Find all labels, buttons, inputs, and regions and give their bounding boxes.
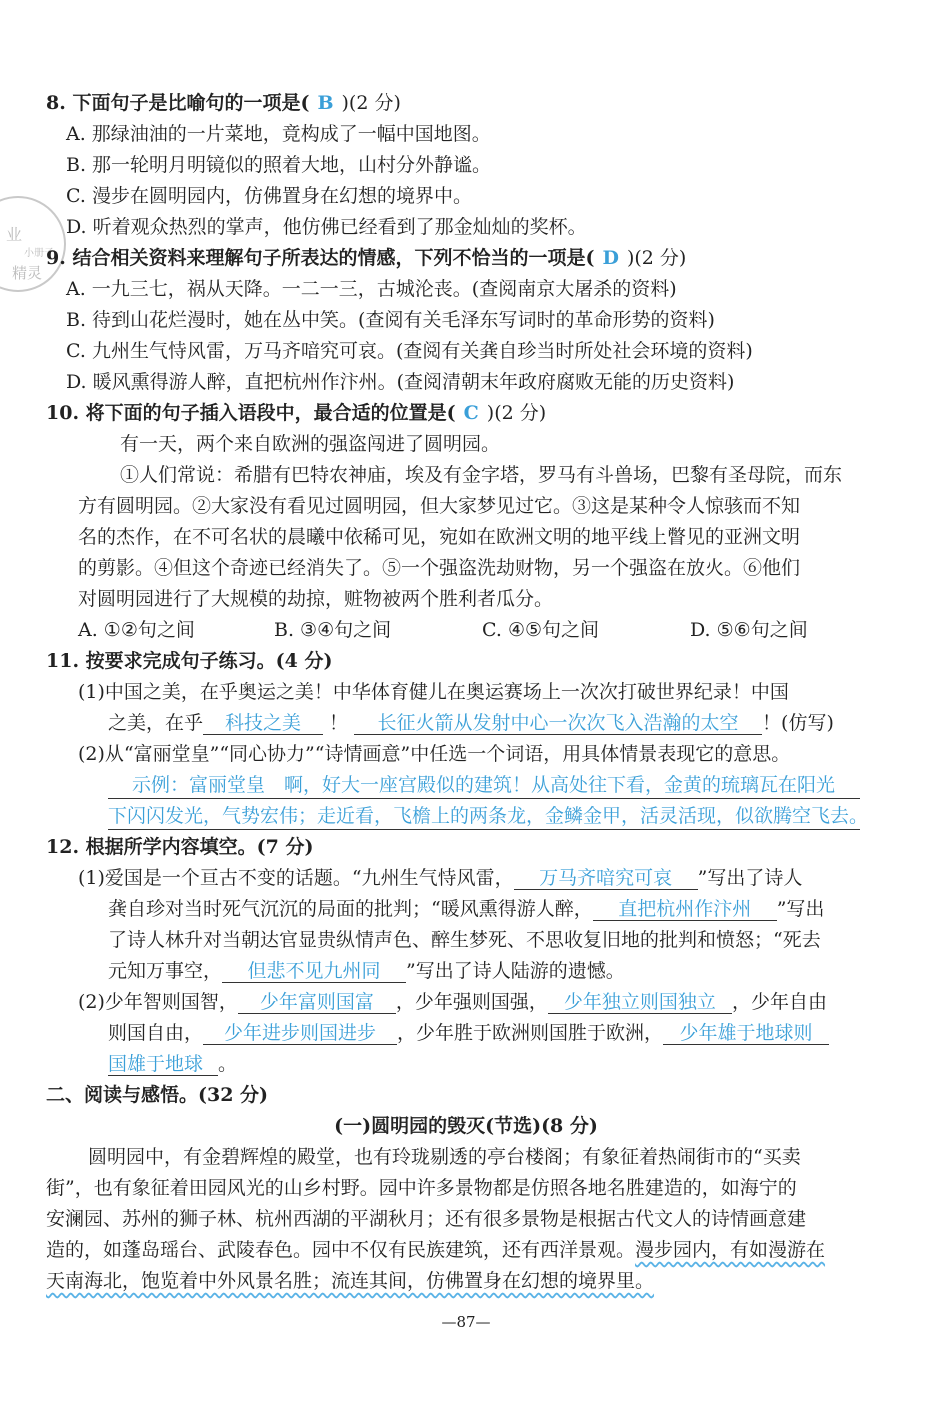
q8-option-d: D. 听着观众热烈的掌声，他仿佛已经看到了那金灿灿的奖杯。 [66,216,587,238]
q10-passage-line: 对圆明园进行了大规模的劫掠，赃物被两个胜利者瓜分。 [78,588,554,610]
q12-line: 则国自由， 少年进步则国进步 ，少年胜于欧洲则国胜于欧洲， 少年雄于地球则 [108,1020,829,1046]
q9-option-d: D. 暖风熏得游人醉，直把杭州作汴州。(查阅清朝末年政府腐败无能的历史资料) [66,371,735,393]
q10-passage-line: ①人们常说：希腊有巴特农神庙，埃及有金字塔，罗马有斗兽场，巴黎有圣母院，而东 [120,464,843,486]
reading-paragraph-line: 圆明园中，有金碧辉煌的殿堂，也有玲珑剔透的亭台楼阁；有象征着热闹街市的“买卖 [88,1146,801,1168]
q12-line: (1)爱国是一个亘古不变的话题。“九州生气恃风雷， 万马齐喑究可哀 ”写出了诗人 [78,867,803,889]
q10-insert-sentence: 有一天，两个来自欧洲的强盗闯进了圆明园。 [120,433,501,455]
q11-blank-1: 科技之美 [203,712,323,735]
q8-option-b: B. 那一轮明月明镜似的照着大地，山村分外静谧。 [66,154,492,176]
q10-passage-line: 名的杰作，在不可名状的晨曦中依稀可见，宛如在欧洲文明的地平线上瞥见的亚洲文明 [78,526,801,548]
q12-line: 了诗人林升对当朝达官显贵纵情声色、醉生梦死、不思收复旧地的批判和愤怒；“死去 [108,929,821,951]
q11-stem: 11. 按要求完成句子练习。(4 分) [46,650,333,672]
q11-blank-2: 长征火箭从发射中心一次次飞入浩瀚的太空 [354,712,762,735]
q10-passage-line: 的剪影。④但这个奇迹已经消失了。⑤一个强盗洗劫财物，另一个强盗在放火。⑥他们 [78,557,801,579]
q12-blank-8: 国雄于地球 [108,1053,218,1076]
q12-blank-4: 少年富则国富 [238,991,396,1014]
reading-paragraph-line: 造的，如蓬岛瑶台、武陵春色。园中不仅有民族建筑，还有西洋景观。漫步园内，有如漫游在 [46,1239,826,1261]
q9-option-a: A. 一九三七，祸从天降。一二一三，古城沦丧。(查阅南京大屠杀的资料) [66,278,677,300]
q12-line: 元知万事空， 但悲不见九州同 ”写出了诗人陆游的遗憾。 [108,960,625,982]
q10-answer: C [463,402,479,424]
highlighted-sentence: 天南海北，饱览着中外风景名胜；流连其间，仿佛置身在幻想的境界里。 [46,1270,655,1292]
q10-stem: 10. 将下面的句子插入语段中，最合适的位置是( C )(2 分) [46,402,547,424]
q12-line: 龚自珍对当时死气沉沉的局面的批判；“暖风熏得游人醉， 直把杭州作汴州 ”写出 [108,898,825,920]
reading-paragraph-line: 安澜园、苏州的狮子林、杭州西湖的平湖秋月；还有很多景物是根据古代文人的诗情画意建 [46,1208,807,1230]
q11-part2: (2)从“富丽堂皇”“同心协力”“诗情画意”中任选一个词语，用具体情景表现它的意思。 [78,743,791,765]
q11-part1-line: (1)中国之美，在乎奥运之美！中华体育健儿在奥运赛场上一次次打破世界纪录！中国 [78,681,789,703]
reading-paragraph-line: 街”，也有象征着田园风光的山乡村野。园中许多景物都是仿照各地名胜建造的，如海宁的 [46,1177,797,1199]
q11-answer-line: 下闪闪发光，气势宏伟；走近看，飞檐上的两条龙，金鳞金甲，活灵活现，似欲腾空飞去。 [108,803,860,830]
highlighted-sentence: 漫步园内，有如漫游在 [635,1239,826,1261]
q11-answer-line: 示例：富丽堂皇 啊，好大一座宫殿似的建筑！从高处往下看，金黄的琉璃瓦在阳光 [108,772,860,799]
q8-option-c: C. 漫步在圆明园内，仿佛置身在幻想的境界中。 [66,185,472,207]
page-number: —87— [441,1313,491,1331]
q12-blank-5: 少年独立则国独立 [548,991,732,1014]
section-heading: 二、阅读与感悟。(32 分) [46,1084,269,1106]
watermark-stamp: 业 小册子 精灵 [0,196,66,292]
q10-option-b: B. ③④句之间 [274,619,392,641]
q12-stem: 12. 根据所学内容填空。(7 分) [46,836,314,858]
q12-line: 国雄于地球 。 [108,1053,238,1075]
q8-option-a: A. 那绿油油的一片菜地，竟构成了一幅中国地图。 [66,123,491,145]
q10-option-d: D. ⑤⑥句之间 [690,619,808,641]
q10-option-c: C. ④⑤句之间 [482,619,600,641]
q12-blank-2: 直把杭州作汴州 [593,898,777,921]
q10-passage-line: 方有圆明园。②大家没有看见过圆明园，但大家梦见过它。③这是某种令人惊骇而不知 [78,495,801,517]
q9-stem: 9. 结合相关资料来理解句子所表达的情感，下列不恰当的一项是( D )(2 分) [46,247,687,269]
q9-option-c: C. 九州生气恃风雷，万马齐喑究可哀。(查阅有关龚自珍当时所处社会环境的资料) [66,340,753,362]
q12-blank-7: 少年雄于地球则 [663,1022,829,1045]
q10-option-a: A. ①②句之间 [78,619,195,641]
q9-answer: D [602,247,619,269]
q12-blank-1: 万马齐喑究可哀 [514,867,698,890]
q12-blank-6: 少年进步则国进步 [203,1022,397,1045]
reading-paragraph-line [46,1268,654,1294]
q12-blank-3: 但悲不见九州同 [222,960,406,983]
q9-option-b: B. 待到山花烂漫时，她在丛中笑。(查阅有关毛泽东写词时的革命形势的资料) [66,309,715,331]
q8-answer: B [317,92,334,114]
section-subtitle: (一)圆明园的毁灭(节选)(8 分) [334,1115,598,1137]
q12-line: (2)少年智则国智， 少年富则国富 ，少年强则国强， 少年独立则国独立 ，少年自由 [78,991,827,1013]
q11-part1-fill: 之美，在乎 科技之美 ！ 长征火箭从发射中心一次次飞入浩瀚的太空 ！(仿写) [108,712,834,734]
q8-stem: 8. 下面句子是比喻句的一项是( B )(2 分) [46,92,401,114]
